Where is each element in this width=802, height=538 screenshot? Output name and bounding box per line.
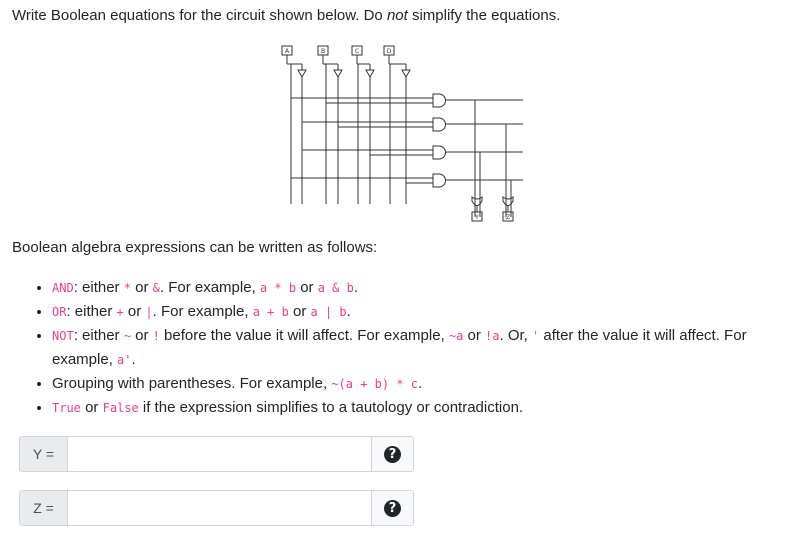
circuit-input-d: D (386, 48, 392, 55)
answer-row-y (19, 436, 414, 472)
help-button-z[interactable] (372, 490, 414, 526)
question-circle-icon: ? (384, 446, 401, 463)
help-button-y[interactable] (372, 436, 414, 472)
rule-not: • NOT: either ~ or ! before the value it will affect. For example, ~a or !a. Or, ' after the value it will affect. For example, a'. (52, 324, 792, 372)
question-prompt (12, 6, 560, 26)
circuit-output-z: Z (505, 214, 511, 221)
circuit-input-a: A (284, 48, 290, 55)
question-circle-icon: ? (384, 500, 401, 517)
circuit-output-y: Y (475, 214, 479, 221)
answer-row-z (19, 490, 414, 526)
rule-true-false: • True or False if the expression simplifies to a tautology or contradiction. (52, 396, 792, 420)
circuit-input-b: B (320, 48, 326, 55)
question-emphasis: not (386, 7, 408, 24)
circuit-diagram (278, 42, 528, 232)
circuit-input-c: C (354, 48, 360, 55)
answer-input-z[interactable] (67, 490, 372, 526)
syntax-intro: Boolean algebra expressions can be written as follows: (12, 239, 378, 256)
question-text-1: Write Boolean equations for the circuit shown below. Do (12, 7, 387, 24)
rule-grouping: • Grouping with parentheses. For example, ~(a + b) * c. (52, 372, 792, 396)
syntax-rules-list (0, 276, 792, 420)
question-text-2: simplify the equations. (407, 7, 561, 24)
rule-and: • AND: either * or &. For example, a * b or a & b. (52, 276, 792, 300)
answer-input-y[interactable] (67, 436, 372, 472)
rule-or: • OR: either + or |. For example, a + b or a | b. (52, 300, 792, 324)
answer-label-z: Z = (19, 490, 67, 526)
answer-label-y: Y = (19, 436, 67, 472)
